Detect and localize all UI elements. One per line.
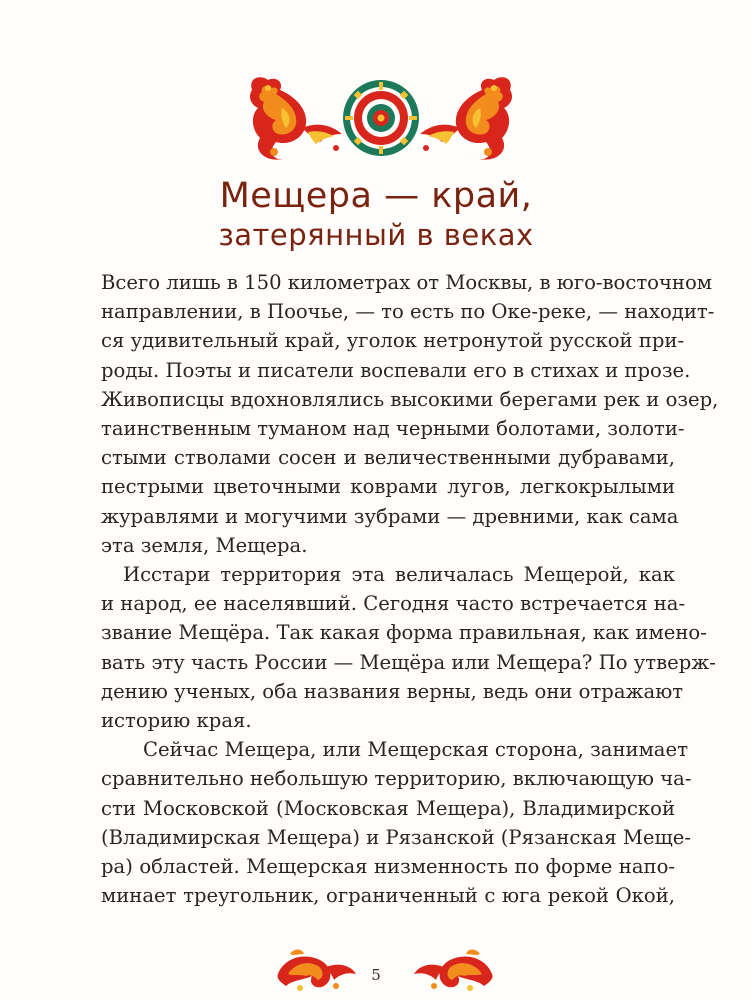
- right-bird-icon: [420, 77, 512, 159]
- folk-birds-sun-ornament-icon: [246, 72, 516, 164]
- text-line: Всего лишь в 150 километрах от Москвы, в юго-восточном: [101, 271, 713, 294]
- text-line: дению ученых, оба названия верны, ведь они отражают: [101, 679, 684, 703]
- chapter-title-line-1: Мещера — край,: [219, 176, 533, 216]
- text-line: стыми стволами сосен и величественными дубравами,: [101, 446, 675, 470]
- paragraph-3: [101, 735, 692, 910]
- text-line: таинственным туманом над черными болотами, золоти-: [101, 417, 685, 441]
- text-line: роды. Поэты и писатели воспевали его в стихах и прозе.: [101, 358, 691, 382]
- text-line: эта земля, Мещера.: [101, 533, 308, 557]
- text-line: минает треугольник, ограниченный с юга рекой Окой,: [101, 884, 675, 908]
- text-line: ся удивительный край, уголок нетронутой русской при-: [101, 329, 685, 353]
- sun-medallion-icon: [343, 80, 419, 156]
- text-line: (Владимирская Мещера) и Рязанской (Рязанская Меще-: [101, 825, 691, 849]
- left-bird-icon: [250, 77, 342, 159]
- text-line: историю края.: [101, 709, 252, 733]
- text-line: звание Мещёра. Так какая форма правильная, как имено-: [101, 621, 707, 645]
- chapter-body: [101, 268, 719, 910]
- chapter-title-line-2: затерянный в веках: [218, 218, 534, 252]
- text-line: направлении, в Поочье, — то есть по Оке-реке, — находит-: [101, 300, 715, 324]
- text-line: пестрыми цветочными коврами лугов, легкокрылыми: [101, 475, 675, 499]
- page-number: 5: [371, 966, 381, 984]
- text-line: ра) областей. Мещерская низменность по форме напо-: [101, 855, 675, 879]
- text-line: Сейчас Мещера, или Мещерская сторона, занимает: [143, 738, 688, 762]
- text-line: и народ, ее населявший. Сегодня часто встречается на-: [101, 592, 686, 616]
- paragraph-1: [101, 268, 719, 560]
- text-line: вать эту часть России — Мещёра или Мещера? По утверж-: [101, 650, 716, 674]
- text-line: сравнительно небольшую территорию, включающую ча-: [101, 767, 692, 791]
- text-line: сти Московской (Московская Мещера), Владимирской: [101, 796, 675, 820]
- text-line: журавлями и могучими зубрами — древними, как сама: [101, 504, 679, 528]
- paragraph-2: [101, 560, 716, 735]
- text-line: Живописцы вдохновлялись высокими берегами рек и озер,: [101, 387, 719, 411]
- text-line: Исстари территория эта величалась Мещерой, как: [123, 563, 675, 587]
